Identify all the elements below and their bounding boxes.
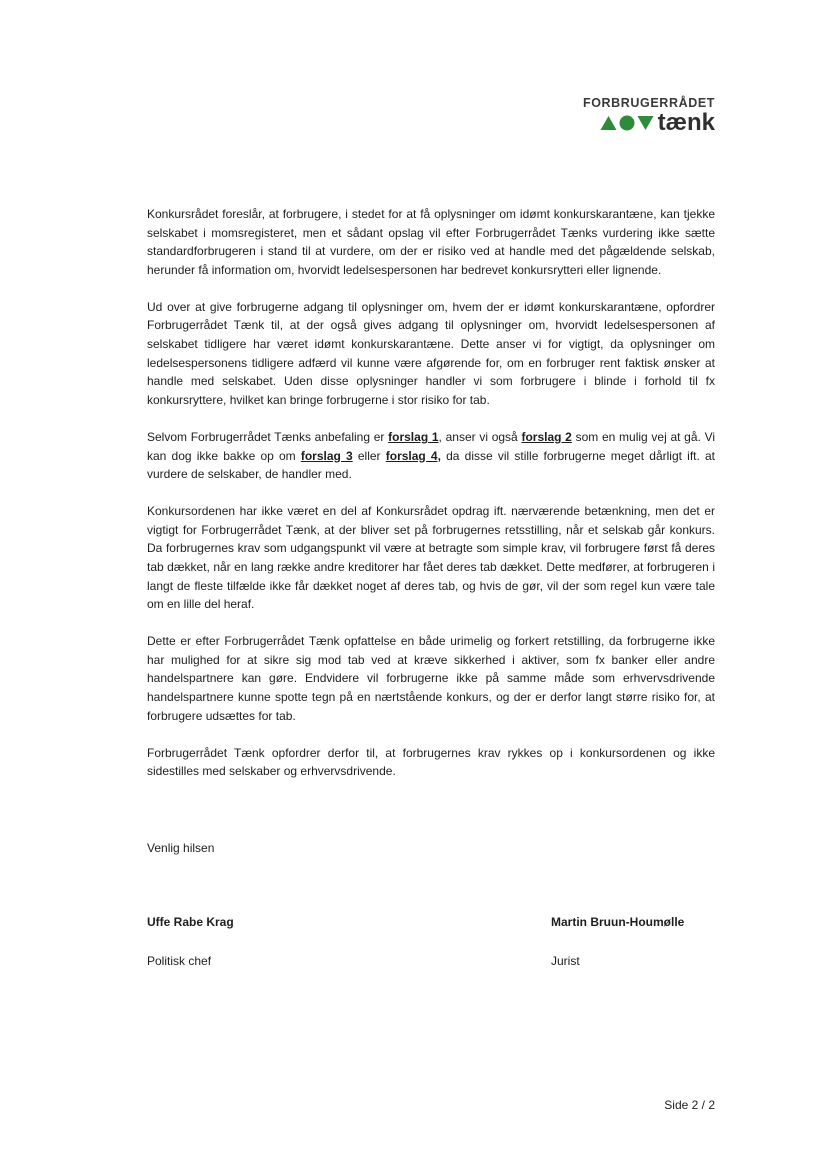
forslag-2-link[interactable]: forslag 2 (521, 429, 572, 444)
closing-greeting: Venlig hilsen (147, 841, 215, 855)
logo-wordmark-row (583, 111, 715, 135)
signatory-1-title: Politisk chef (147, 954, 212, 968)
forslag-1-link[interactable]: forslag 1 (388, 429, 439, 444)
paragraph-5: Dette er efter Forbrugerrådet Tænk opfattelse en både urimelig og forkert retstilling, da forbrugerne ikke har mulighed for at sikre sig mod tab ved at kræve sikkerhed i aktiver, som fx banker eller andre handelspartnere kan gøre. Endvidere vil forbrugerne ikke på samme måde som erhvervsdrivende handelspartnere kunne spotte tegn på en nærtstående konkurs, og der er derfor langt større risiko for, at forbrugere udsættes for tab. (147, 634, 715, 723)
paragraph-1: Konkursrådet foreslår, at forbrugere, i stedet for at få oplysninger om idømt konkurskarantæne, kan tjekke selskabet i momsregisteret, men et sådant opslag vil efter Forbrugerrådet Tænks vurdering ikke sætte standardforbrugeren i stand til at vurdere, om der er risiko ved at handle med det pågældende selskab, herunder få information om, hvorvidt ledelsespersonen har bedrevet konkursrytteri eller lignende. (147, 207, 715, 277)
paragraph-3-text-e: da disse vil stille forbrugerne meget dårligt ift. at vurdere de selskaber, de handler med. (147, 448, 716, 482)
paragraph-3 (147, 428, 715, 484)
forslag-3-link[interactable]: forslag 3 (300, 448, 353, 463)
letter-body (147, 205, 715, 799)
triangle-icon (600, 115, 617, 131)
logo-shapes (600, 115, 654, 131)
signatory-2-title: Jurist (551, 954, 580, 968)
paragraph-4: Konkursordenen har ikke været en del af Konkursrådet opdrag ift. nærværende betænkning, men det er vigtigt for Forbrugerrådet Tænk, at der bliver set på forbrugernes retsstilling, når et selskab går konkurs. Da forbrugernes krav som udgangspunkt vil være at betragte som simple krav, vil forbrugere først få deres tab dækket, når en lang række andre kreditorer har fået deres tab dækket. Dette medfører, at forbrugeren i langt de fleste tilfælde ikke får dækket noget af deres tab, og hvis de gør, vil der som regel kun være tale om en lille del heraf. (147, 504, 715, 612)
forslag-4-link[interactable]: forslag 4, (385, 448, 441, 463)
forbrugerraadet-taenk-logo (583, 96, 715, 135)
paragraph-2: Ud over at give forbrugerne adgang til oplysninger om, hvem der er idømt konkurskarantæne, opfordrer Forbrugerrådet Tænk til, at der også gives adgang til oplysninger om, hvorvidt ledelsespersonen af selskabet tidligere har været idømt konkurskarantæne. Dette anser vi for vigtigt, da oplysninger om ledelsespersonens tidligere adfærd vil kunne være afgørende for, om en forbruger rent faktisk ønsker at handle med selskabet. Uden disse oplysninger handler vi som forbrugere i blinde i forhold til fx konkursryttere, hvilket kan bringe forbrugerne i stor risiko for tab. (147, 299, 715, 407)
paragraph-3-text-d: eller (352, 448, 386, 463)
logo-word: tænk (657, 109, 715, 136)
circle-icon (619, 115, 635, 131)
chevron-down-icon (637, 115, 654, 131)
paragraph-6: Forbrugerrådet Tænk opfordrer derfor til, at forbrugernes krav rykkes op i konkursordenen og ikke sidestilles med selskaber og erhvervsdrivende. (147, 745, 715, 779)
paragraph-3-text-c: som en mulig vej at gå. Vi kan dog ikke bakke op om (147, 429, 716, 463)
signatory-1-name: Uffe Rabe Krag (147, 915, 234, 929)
logo-organization-name: FORBRUGERRÅDET (582, 96, 715, 110)
signatory-2-name: Martin Bruun-Houmølle (551, 915, 685, 929)
paragraph-3-text-a: Selvom Forbrugerrådet Tænks anbefaling er (147, 429, 389, 444)
paragraph-3-text-b: , anser vi også (438, 429, 522, 444)
page-number: Side 2 / 2 (664, 1098, 715, 1112)
